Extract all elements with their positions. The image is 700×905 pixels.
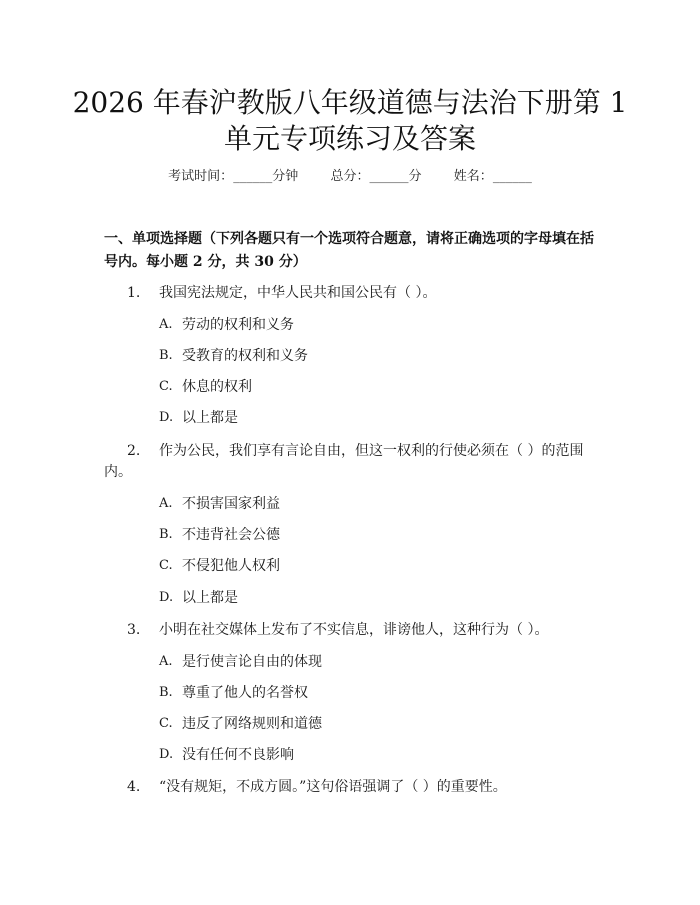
question-text-continuation: 内。 xyxy=(104,464,132,480)
question-number: 3. xyxy=(127,622,141,638)
option-text: 休息的权利 xyxy=(182,379,252,395)
time-unit: 分钟 xyxy=(272,169,299,184)
option-text: 违反了网络规则和道德 xyxy=(182,716,322,732)
question-text: 小明在社交媒体上发布了不实信息，诽谤他人，这种行为（ ）。 xyxy=(159,622,549,638)
option-text: 不违背社会公德 xyxy=(182,527,280,543)
option-letter: D. xyxy=(159,410,174,425)
name-label: 姓名： xyxy=(453,169,493,184)
score-unit: 分 xyxy=(408,169,422,184)
section-heading-line-2: 号内。每小题 2 分，共 30 分） xyxy=(104,254,307,270)
option-text: 劳动的权利和义务 xyxy=(182,317,294,333)
question-number: 1. xyxy=(127,285,141,301)
question-number: 4. xyxy=(127,779,141,795)
question-text: 我国宪法规定，中华人民共和国公民有（ ）。 xyxy=(159,285,437,301)
exam-info-row xyxy=(0,167,700,187)
option-text: 不损害国家利益 xyxy=(182,496,280,512)
option-text: 是行使言论自由的体现 xyxy=(182,654,322,670)
option-letter: D. xyxy=(159,747,174,762)
option-letter: C. xyxy=(159,379,173,394)
time-blank: ______ xyxy=(233,169,273,184)
option-letter: B. xyxy=(159,685,173,700)
option-text: 受教育的权利和义务 xyxy=(182,348,308,364)
option-text: 尊重了他人的名誉权 xyxy=(182,685,308,701)
option-letter: C. xyxy=(159,716,173,731)
option-letter: D. xyxy=(159,590,174,605)
option-text: 以上都是 xyxy=(182,410,238,426)
document-title-line-2: 单元专项练习及答案 xyxy=(223,122,476,155)
option-letter: B. xyxy=(159,527,173,542)
name-blank: ______ xyxy=(492,169,532,184)
option-letter: B. xyxy=(159,348,173,363)
document-title-line-1: 2026 年春沪教版八年级道德与法治下册第 1 xyxy=(72,86,628,119)
time-label: 考试时间： xyxy=(168,169,234,184)
option-text: 不侵犯他人权利 xyxy=(182,558,280,574)
option-letter: A. xyxy=(159,496,173,511)
section-heading-line-1: 一、单项选择题（下列各题只有一个选项符合题意，请将正确选项的字母填在括 xyxy=(104,231,594,247)
option-letter: C. xyxy=(159,558,173,573)
question-text: “没有规矩，不成方圆。”这句俗语强调了（ ）的重要性。 xyxy=(159,779,507,795)
question-text: 作为公民，我们享有言论自由，但这一权利的行使必须在（ ）的范围 xyxy=(159,443,584,459)
option-letter: A. xyxy=(159,317,173,332)
option-text: 以上都是 xyxy=(182,590,238,606)
score-blank: ______ xyxy=(369,169,409,184)
question-number: 2. xyxy=(127,443,141,459)
option-text: 没有任何不良影响 xyxy=(182,747,294,763)
score-label: 总分： xyxy=(330,169,370,184)
option-letter: A. xyxy=(159,654,173,669)
